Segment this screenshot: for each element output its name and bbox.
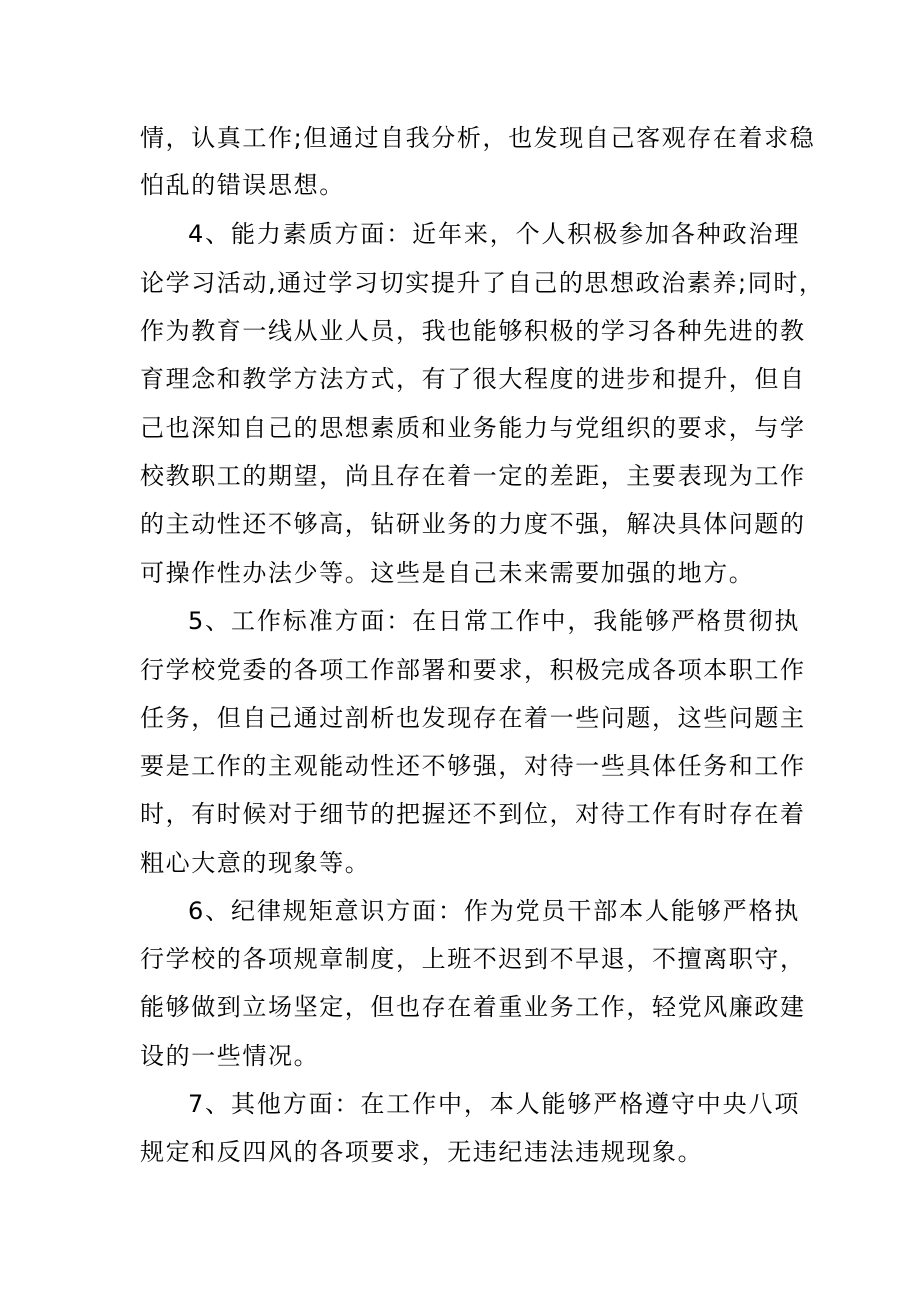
text-line: 规定和反四风的各项要求，无违纪违法违规现象。: [140, 1138, 704, 1166]
paragraph-4-heading-line: 4、能力素质方面：近年来，个人积极参加各种政治理: [188, 220, 800, 248]
text-line: 可操作性办法少等。这些是自己未来需要加强的地方。: [140, 559, 755, 587]
text-line: 行学校党委的各项工作部署和要求，积极完成各项本职工作: [140, 656, 806, 684]
text-line: 论学习活动,通过学习切实提升了自己的思想政治素养;同时，: [140, 269, 825, 297]
text-line: 情，认真工作;但通过自我分析，也发现自己客观存在着求稳: [140, 124, 816, 152]
paragraph-6-heading-line: 6、纪律规矩意识方面：作为党员干部本人能够严格执: [188, 897, 800, 925]
text-line: 要是工作的主观能动性还不够强，对待一些具体任务和工作: [140, 752, 806, 780]
text-line: 粗心大意的现象等。: [140, 849, 371, 877]
paragraph-7-heading-line: 7、其他方面：在工作中，本人能够严格遵守中央八项: [188, 1090, 800, 1118]
text-line: 育理念和教学方法方式，有了很大程度的进步和提升，但自: [140, 365, 806, 393]
text-line: 校教职工的期望，尚且存在着一定的差距，主要表现为工作: [140, 462, 806, 490]
text-line: 的主动性还不够高，钻研业务的力度不强，解决具体问题的: [140, 510, 806, 538]
text-line: 任务，但自己通过剖析也发现存在着一些问题，这些问题主: [140, 704, 806, 732]
text-line: 怕乱的错误思想。: [140, 171, 345, 199]
text-line: 己也深知自己的思想素质和业务能力与党组织的要求，与学: [140, 414, 806, 442]
text-line: 能够做到立场坚定，但也存在着重业务工作，轻党风廉政建: [140, 993, 806, 1021]
text-line: 作为教育一线从业人员，我也能够积极的学习各种先进的教: [140, 317, 806, 345]
paragraph-5-heading-line: 5、工作标准方面：在日常工作中，我能够严格贯彻执: [188, 607, 800, 635]
text-line: 时，有时候对于细节的把握还不到位，对待工作有时存在着: [140, 800, 806, 828]
text-line: 设的一些情况。: [140, 1042, 320, 1070]
text-line: 行学校的各项规章制度，上班不迟到不早退，不擅离职守，: [140, 945, 806, 973]
